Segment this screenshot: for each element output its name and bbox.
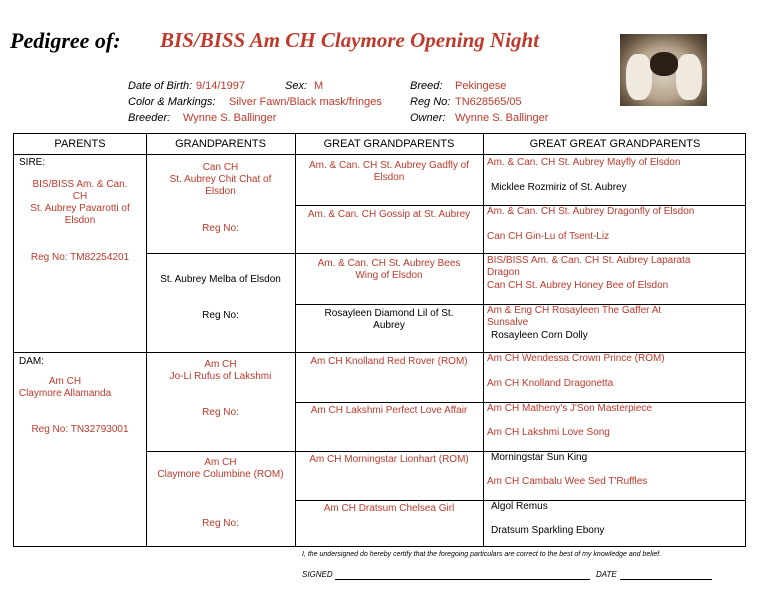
grandparent-1: Can CH St. Aubrey Chit Chat of Elsdon <box>169 162 272 197</box>
col-header-great-great-grandparents: GREAT GREAT GRANDPARENTS <box>529 138 701 150</box>
sex-label: Sex: <box>285 80 308 92</box>
gg-grandparent-8: Rosayleen Corn Dolly <box>491 330 588 341</box>
signature-line <box>335 579 590 580</box>
grandparent-1-reg: Reg No: <box>202 223 239 234</box>
great-grandparent-3: Am. & Can. CH St. Aubrey Bees Wing of Elsdon <box>317 258 461 281</box>
sire-name: BIS/BISS Am. & Can. CH St. Aubrey Pavarotti of Elsdon <box>30 179 130 226</box>
sire-label: SIRE: <box>19 157 46 168</box>
gg-grandparent-6: Can CH St. Aubrey Honey Bee of Elsdon <box>487 280 669 291</box>
dam-reg: Reg No: TN32793001 <box>31 424 129 435</box>
grandparent-4: Am CH Claymore Columbine (ROM) <box>157 457 284 480</box>
grandparent-3: Am CH Jo-Li Rufus of Lakshmi <box>169 359 272 382</box>
great-grandparent-1: Am. & Can. CH St. Aubrey Gadfly of Elsdon <box>308 160 470 183</box>
gg-grandparent-1: Am. & Can. CH St. Aubrey Mayfly of Elsdon <box>487 157 681 168</box>
breeder-label: Breeder: <box>128 112 171 124</box>
gg-grandparent-16: Dratsum Sparkling Ebony <box>491 525 605 536</box>
breed-label: Breed: <box>410 80 443 92</box>
great-grandparent-4: Rosayleen Diamond Lil of St. Aubrey <box>324 308 454 331</box>
gg-grandparent-4: Can CH Gin-Lu of Tsent-Liz <box>487 231 610 242</box>
dam-name: Am CH Claymore Allamanda <box>18 376 112 399</box>
gg-grandparent-5: BIS/BISS Am. & Can. CH St. Aubrey Laparata Dragon <box>487 255 691 278</box>
great-grandparent-5: Am CH Knolland Red Rover (ROM) <box>310 356 468 367</box>
gg-grandparent-9: Am CH Wendessa Crown Prince (ROM) <box>487 353 665 364</box>
date-line <box>620 579 712 580</box>
signed-label: SIGNED <box>302 570 333 579</box>
great-grandparent-8: Am CH Dratsum Chelsea Girl <box>323 503 455 514</box>
col-header-grandparents: GRANDPARENTS <box>175 138 266 150</box>
color-label: Color & Markings: <box>128 96 216 108</box>
owner-value: Wynne S. Ballinger <box>455 112 549 124</box>
date-label: DATE <box>596 570 617 579</box>
col-header-great-grandparents: GREAT GRANDPARENTS <box>323 138 455 150</box>
grandparent-3-reg: Reg No: <box>202 407 239 418</box>
gg-grandparent-10: Am CH Knolland Dragonetta <box>487 378 614 389</box>
dog-name-title: BIS/BISS Am CH Claymore Opening Night <box>160 28 540 52</box>
gg-grandparent-2: Micklee Rozmiriz of St. Aubrey <box>491 182 627 193</box>
sire-reg: Reg No: TM82254201 <box>30 252 130 263</box>
reg-label: Reg No: <box>410 96 451 108</box>
owner-label: Owner: <box>410 112 446 124</box>
gg-grandparent-14: Am CH Cambalu Wee Sed T'Ruffles <box>487 476 648 487</box>
gg-grandparent-15: Algol Remus <box>491 501 548 512</box>
great-grandparent-7: Am CH Morningstar Lionhart (ROM) <box>309 454 469 465</box>
breed-value: Pekingese <box>455 80 507 92</box>
gg-grandparent-7: Am & Eng CH Rosayleen The Gaffer At Sunsalve <box>487 305 662 328</box>
certification-text: I, the undersigned do hereby certify that the foregoing particulars are correct to the best of my knowledge and belief. <box>302 551 662 558</box>
dob-value: 9/14/1997 <box>196 80 245 92</box>
reg-value: TN628565/05 <box>455 96 522 108</box>
breeder-value: Wynne S. Ballinger <box>183 112 277 124</box>
col-header-parents: PARENTS <box>54 138 106 150</box>
dam-label: DAM: <box>19 356 44 367</box>
pedigree-table <box>13 133 746 547</box>
grandparent-2: St. Aubrey Melba of Elsdon <box>160 274 281 285</box>
gg-grandparent-12: Am CH Lakshmi Love Song <box>487 427 610 438</box>
gg-grandparent-11: Am CH Matheny's J'Son Masterpiece <box>487 403 652 414</box>
dog-photo <box>620 34 707 106</box>
gg-grandparent-13: Morningstar Sun King <box>491 452 588 463</box>
grandparent-4-reg: Reg No: <box>202 518 239 529</box>
gg-grandparent-3: Am. & Can. CH St. Aubrey Dragonfly of Elsdon <box>487 206 695 217</box>
color-value: Silver Fawn/Black mask/fringes <box>229 96 382 108</box>
great-grandparent-2: Am. & Can. CH Gossip at St. Aubrey <box>307 209 471 220</box>
grandparent-2-reg: Reg No: <box>202 310 239 321</box>
pedigree-label: Pedigree of: <box>10 28 121 53</box>
sex-value: M <box>314 80 324 92</box>
great-grandparent-6: Am CH Lakshmi Perfect Love Affair <box>310 405 468 416</box>
dob-label: Date of Birth: <box>128 80 193 92</box>
